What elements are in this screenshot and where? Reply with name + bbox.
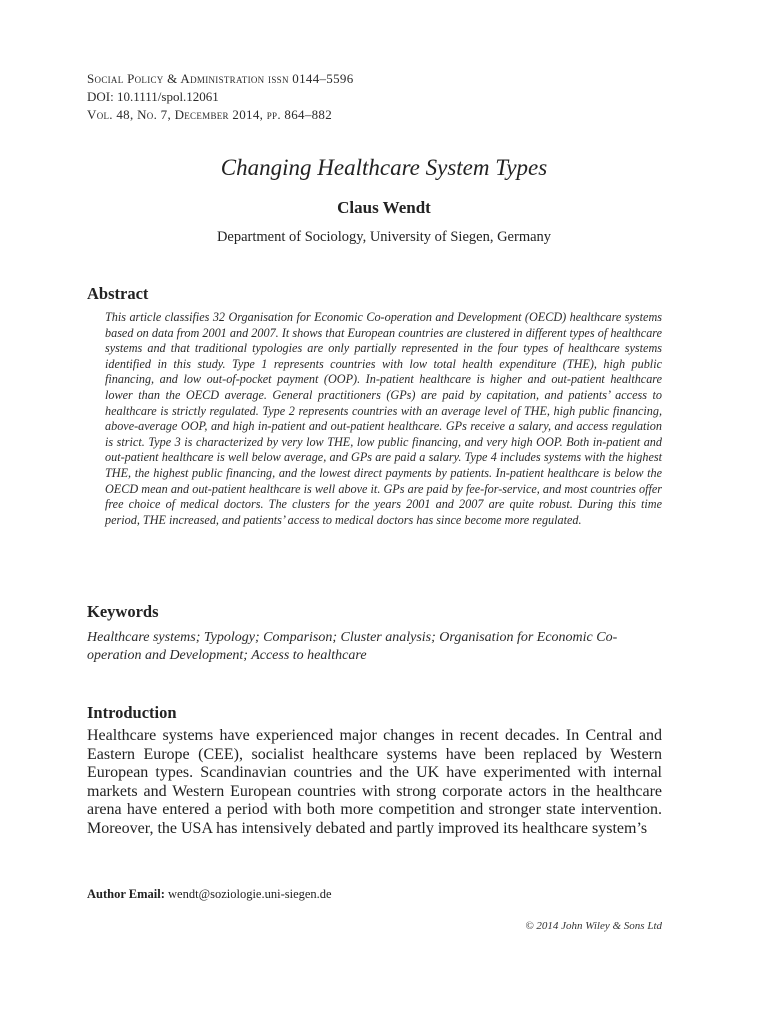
journal-info [87, 70, 354, 124]
abstract-heading: Abstract [87, 284, 149, 303]
author-email [87, 887, 332, 902]
author-affiliation: Department of Sociology, University of Siegen, Germany [216, 229, 552, 245]
article-title: Changing Healthcare System Types [220, 155, 548, 180]
introduction-heading: Introduction [87, 703, 177, 722]
journal-name-line: Social Policy & Administration issn 0144–5596 [87, 71, 354, 86]
author-email-label: Author Email: [87, 887, 165, 901]
doi-line: DOI: 10.1111/spol.12061 [87, 89, 219, 104]
copyright-notice: © 2014 John Wiley & Sons Ltd [525, 920, 662, 932]
volume-line: Vol. 48, No. 7, December 2014, pp. 864–882 [87, 107, 333, 122]
keywords-heading: Keywords [87, 602, 159, 621]
author-name: Claus Wendt [337, 198, 431, 217]
keywords-text: Healthcare systems; Typology; Comparison; Cluster analysis; Organisation for Economic Co-operation and Development; Access to healthcare [87, 630, 618, 663]
author-email-address[interactable]: wendt@soziologie.uni-siegen.de [168, 887, 332, 901]
introduction-text: Healthcare systems have experienced major changes in recent decades. In Central and Eastern Europe (CEE), socialist healthcare systems have been replaced by Western European types. Scandinavian countries and the UK have experimented with internal markets and Western European countries with strong corporate actors in the healthcare arena have entered a period with both more competition and stronger state intervention. Moreover, the USA has intensively debated and partly improved its healthcare system’s [87, 727, 662, 837]
abstract-text: This article classifies 32 Organisation for Economic Co-operation and Development (OECD) healthcare systems based on data from 2001 and 2007. It shows that European countries are clustered in different types of healthcare systems and that traditional typologies are only partially represented in the four types of healthcare systems identified in this study. Type 1 represents countries with low total health expenditure (THE), high public financing, and low out-of-pocket payment (OOP). In-patient healthcare is higher and out-patient healthcare lower than the OECD average. General practitioners (GPs) are paid by capitation, and patients’ access to healthcare is strictly regulated. Type 2 represents countries with an average level of THE, high public financing, above-average OOP, and high in-patient and out-patient healthcare. GPs receive a salary, and access regulation is strict. Type 3 is characterized by very low THE, low public financing, and very high OOP. Both in-patient and out-patient healthcare is well below average, and GPs are paid a salary. Type 4 includes systems with the highest THE, the highest public financing, and the lowest direct payments by patients. In-patient healthcare is below the OECD mean and out-patient healthcare is well above it. GPs are paid by fee-for-service, and most countries offer free choice of medical doctors. The clusters for the years 2001 and 2007 are quite robust. During this time period, THE increased, and patients’ access to medical doctors has since become more regulated. [105, 310, 662, 527]
